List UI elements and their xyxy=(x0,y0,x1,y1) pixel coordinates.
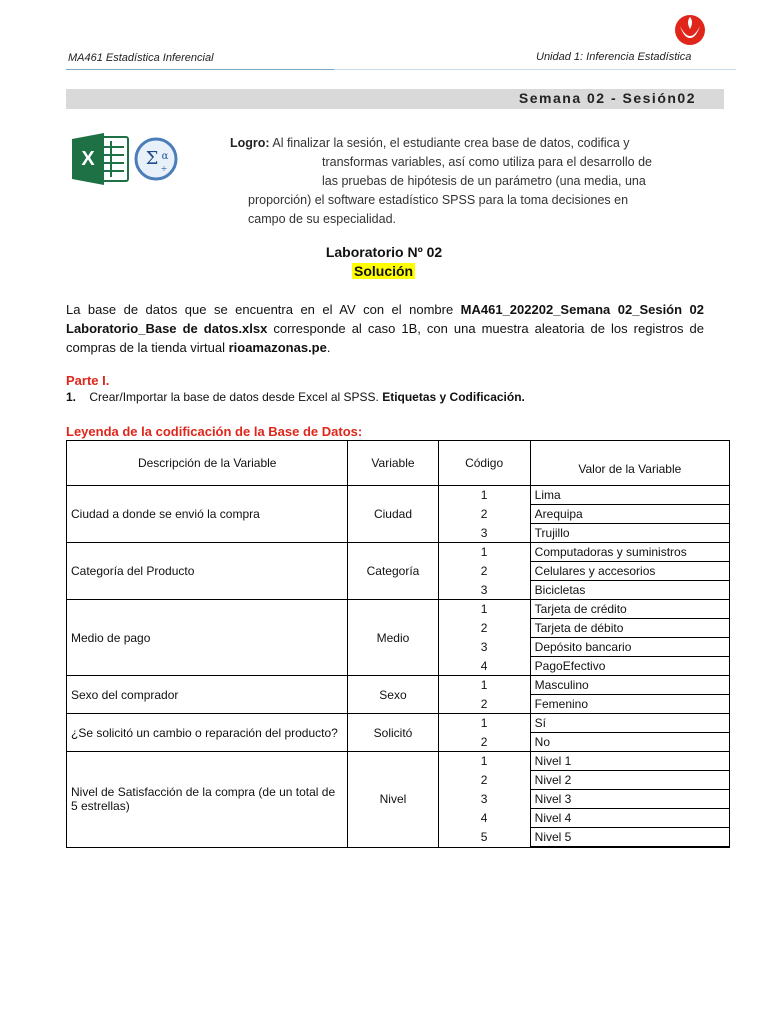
code-value: 1 xyxy=(438,543,530,562)
code-value: 3 xyxy=(438,638,530,657)
code-value: 1 xyxy=(438,752,530,771)
solution-label: Solución xyxy=(354,263,414,279)
variable-value: Computadoras y suministros xyxy=(530,543,729,562)
code-value: 1 xyxy=(438,486,530,505)
intro-text: La base de datos que se encuentra en el AV con el nombre xyxy=(66,302,461,317)
task-emphasis: Etiquetas y Codificación. xyxy=(382,390,525,404)
variable-value: Tarjeta de débito xyxy=(530,619,729,638)
header-code: Código xyxy=(438,441,530,486)
svg-text:÷: ÷ xyxy=(160,164,168,173)
code-value: 5 xyxy=(438,828,530,848)
file-name: MA461_202202_Semana 02_Sesión 02 Laboratorio_Base de datos.xlsx xyxy=(66,302,704,336)
svg-text:α: α xyxy=(161,151,169,162)
task-number: 1. xyxy=(66,390,77,404)
upc-logo-icon xyxy=(672,12,708,48)
code-value: 2 xyxy=(438,695,530,714)
logro-line: campo de su especialidad. xyxy=(248,212,397,226)
variable-value: PagoEfectivo xyxy=(530,657,729,676)
table-row xyxy=(67,752,730,771)
task-item xyxy=(66,390,525,404)
variable-value: Masculino xyxy=(530,676,729,695)
variable-description: ¿Se solicitó un cambio o reparación del producto? xyxy=(67,714,348,752)
code-value: 2 xyxy=(438,771,530,790)
intro-text: . xyxy=(326,340,331,355)
header-description: Descripción de la Variable xyxy=(67,441,348,486)
table-row xyxy=(67,676,730,695)
code-value: 3 xyxy=(438,524,530,543)
code-value: 3 xyxy=(438,581,530,600)
logro-line: transformas variables, así como utiliza para el desarrollo de xyxy=(322,155,653,169)
part-title: Parte I. xyxy=(66,373,110,388)
logro-line: las pruebas de hipótesis de un parámetro (una media, una xyxy=(322,174,646,188)
code-value: 2 xyxy=(438,733,530,752)
legend-title: Leyenda de la codificación de la Base de Datos: xyxy=(66,424,363,439)
excel-icon xyxy=(72,133,130,185)
learning-goal xyxy=(230,134,704,229)
logro-line: proporción) el software estadístico SPSS para la toma decisiones en xyxy=(248,193,629,207)
code-value: 4 xyxy=(438,657,530,676)
svg-text:Σ: Σ xyxy=(145,148,159,169)
header-divider-light xyxy=(334,69,736,70)
logro-label: Logro: xyxy=(230,136,270,150)
variable-value: Nivel 1 xyxy=(530,752,729,771)
variable-value: Lima xyxy=(530,486,729,505)
week-title: Semana 02 - Sesión02 xyxy=(518,90,696,106)
variable-value: Depósito bancario xyxy=(530,638,729,657)
header-variable: Variable xyxy=(348,441,438,486)
variable-value: Tarjeta de crédito xyxy=(530,600,729,619)
variable-name: Sexo xyxy=(348,676,438,714)
table-row xyxy=(67,543,730,562)
code-value: 3 xyxy=(438,790,530,809)
coding-table xyxy=(66,440,730,848)
variable-value: Nivel 3 xyxy=(530,790,729,809)
header-divider xyxy=(66,69,334,70)
intro-text: corresponde al caso 1B, con una muestra aleatoria de los registros de compras de la tienda virtual xyxy=(66,321,704,355)
variable-name: Categoría xyxy=(348,543,438,600)
variable-value: Arequipa xyxy=(530,505,729,524)
task-text: Crear/Importar la base de datos desde Excel al SPSS. xyxy=(89,390,383,404)
logro-line: Al finalizar la sesión, el estudiante crea base de datos, codifica y xyxy=(272,136,630,150)
table-row xyxy=(67,486,730,505)
unit-name: Unidad 1: Inferencia Estadística xyxy=(536,51,692,63)
code-value: 4 xyxy=(438,809,530,828)
variable-value: Bicicletas xyxy=(530,581,729,600)
variable-name: Ciudad xyxy=(348,486,438,543)
table-row xyxy=(67,714,730,733)
variable-value: Sí xyxy=(530,714,729,733)
variable-name: Medio xyxy=(348,600,438,676)
variable-value: Trujillo xyxy=(530,524,729,543)
intro-paragraph xyxy=(66,300,704,357)
variable-description: Categoría del Producto xyxy=(67,543,348,600)
table-header-row xyxy=(67,441,730,486)
variable-value: Nivel 2 xyxy=(530,771,729,790)
site-name: rioamazonas.pe xyxy=(228,340,327,355)
variable-name: Solicitó xyxy=(348,714,438,752)
code-value: 1 xyxy=(438,676,530,695)
variable-value: No xyxy=(530,733,729,752)
spss-icon xyxy=(134,137,178,181)
variable-description: Medio de pago xyxy=(67,600,348,676)
code-value: 1 xyxy=(438,600,530,619)
variable-name: Nivel xyxy=(348,752,438,848)
code-value: 2 xyxy=(438,562,530,581)
course-name: MA461 Estadística Inferencial xyxy=(68,52,214,64)
lab-title: Laboratorio Nº 02 xyxy=(325,244,443,260)
code-value: 2 xyxy=(438,619,530,638)
header-value: Valor de la Variable xyxy=(530,441,729,486)
variable-value: Nivel 4 xyxy=(530,809,729,828)
table-row xyxy=(67,600,730,619)
variable-description: Nivel de Satisfacción de la compra (de un total de 5 estrellas) xyxy=(67,752,348,848)
variable-value: Femenino xyxy=(530,695,729,714)
variable-description: Sexo del comprador xyxy=(67,676,348,714)
variable-value: Nivel 5 xyxy=(530,828,729,848)
svg-text:X: X xyxy=(81,148,95,170)
code-value: 1 xyxy=(438,714,530,733)
variable-value: Celulares y accesorios xyxy=(530,562,729,581)
code-value: 2 xyxy=(438,505,530,524)
variable-description: Ciudad a donde se envió la compra xyxy=(67,486,348,543)
